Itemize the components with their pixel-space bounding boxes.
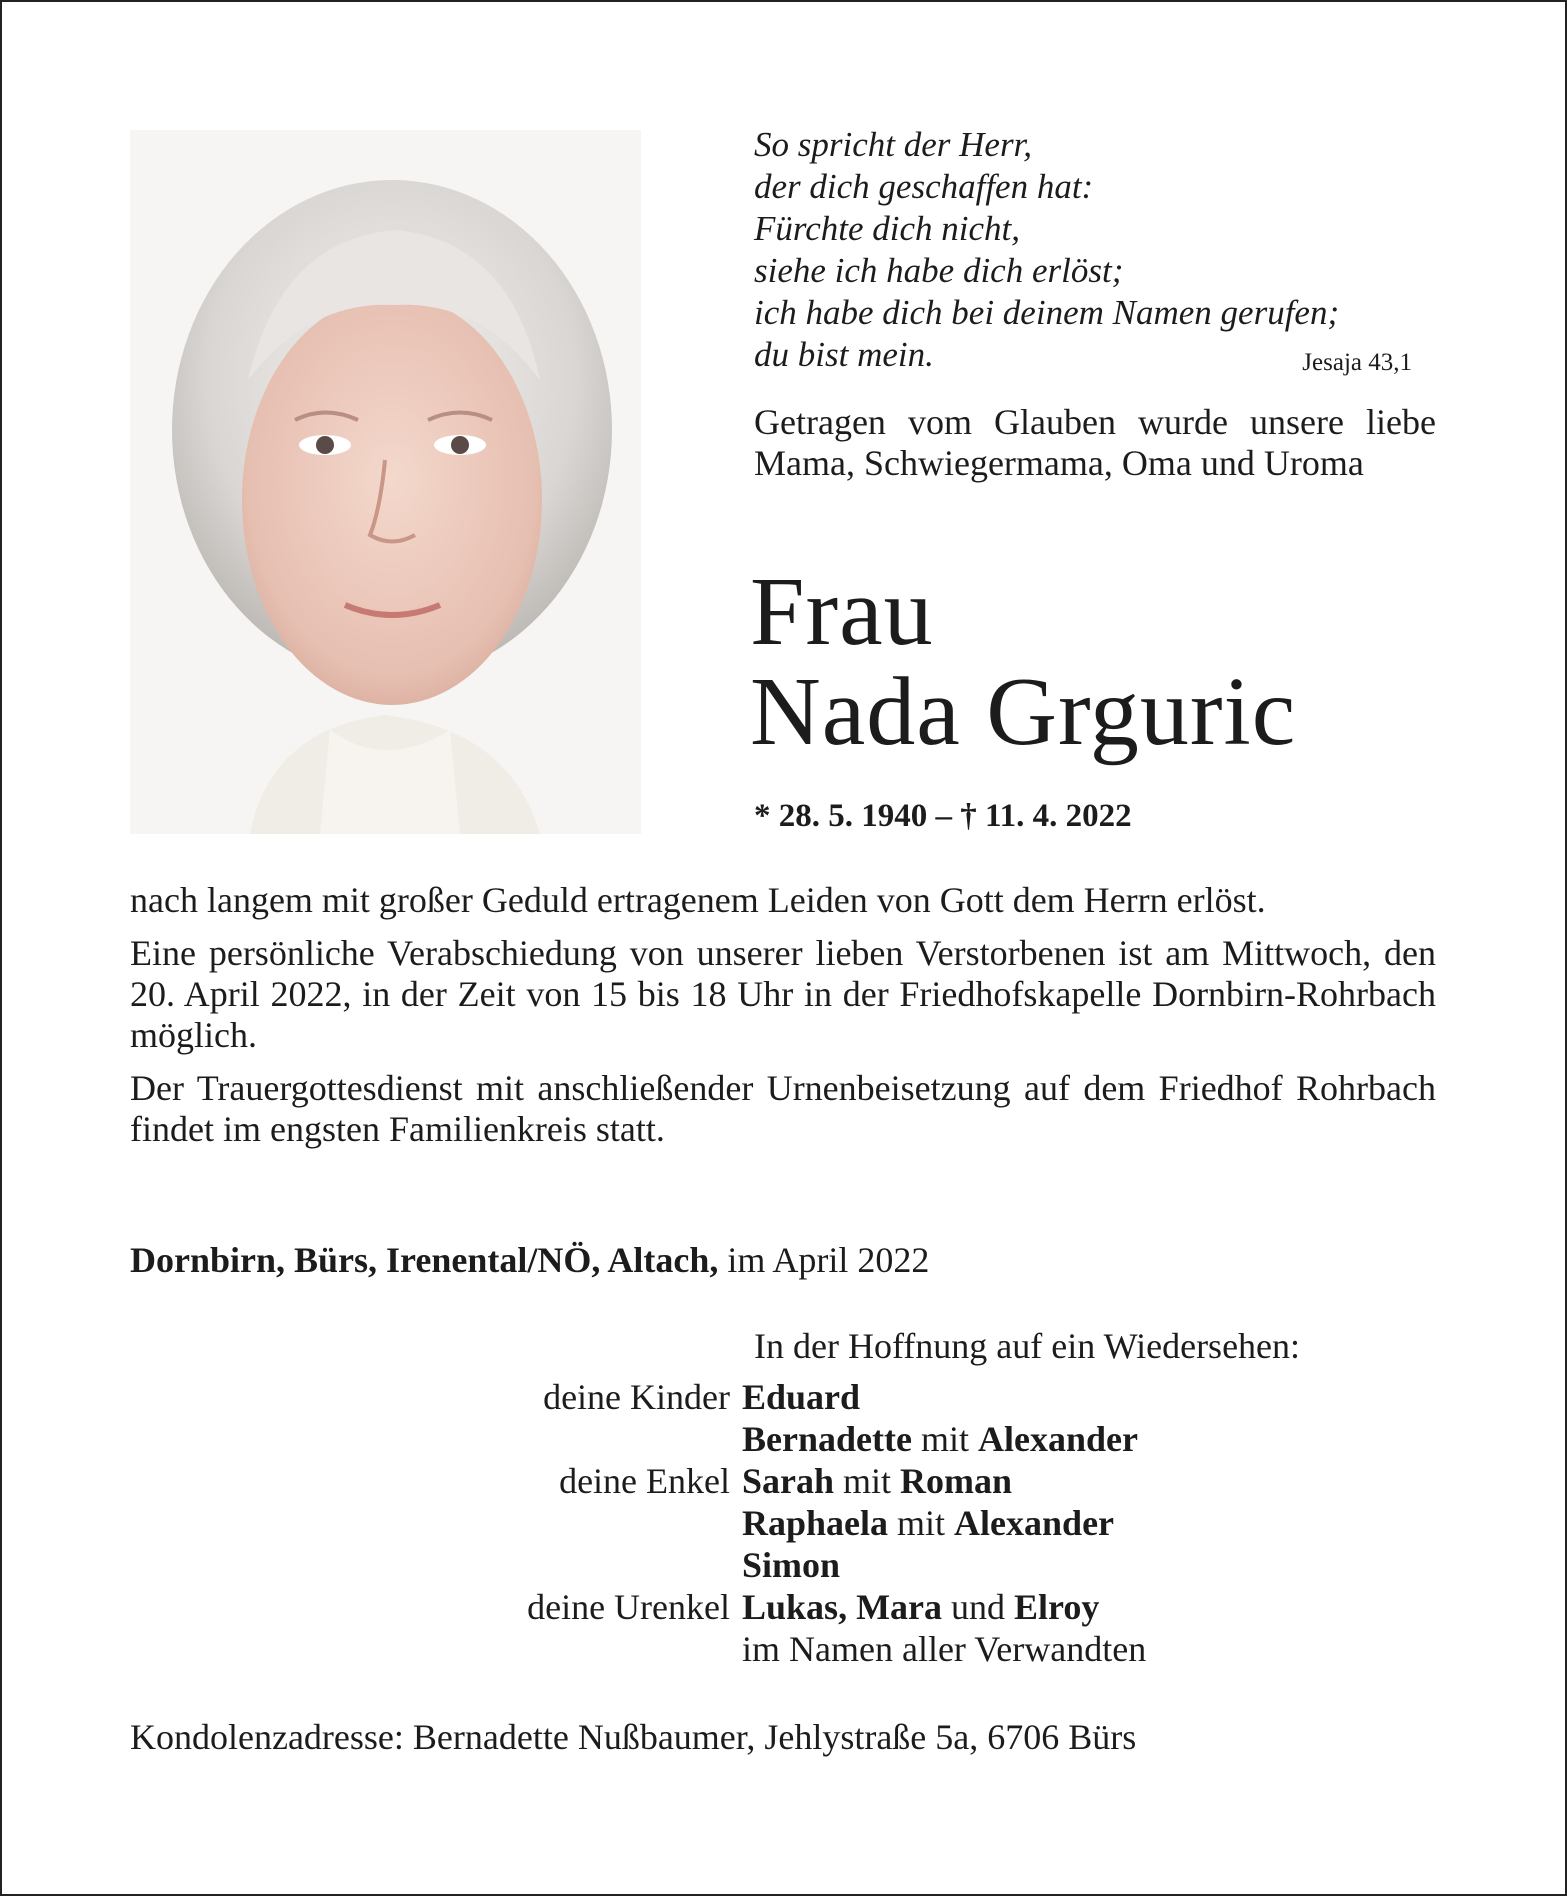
family-relation-label: deine Kinder: [543, 1377, 730, 1417]
family-names: [742, 1376, 1567, 1418]
verse-line: ich habe dich bei deinem Namen gerufen;: [754, 293, 1340, 332]
family-names: [742, 1586, 1567, 1628]
date-text: im April 2022: [718, 1240, 930, 1280]
family-names: [742, 1628, 1567, 1670]
family-member-name: Roman: [900, 1461, 1013, 1501]
family-row: [0, 1502, 1567, 1544]
life-dates: * 28. 5. 1940 – † 11. 4. 2022: [754, 798, 1132, 834]
deceased-name: [750, 558, 1450, 766]
family-relation-label: [0, 1418, 742, 1460]
family-connector: im Namen aller Verwandten: [742, 1629, 1147, 1669]
verse-line: Fürchte dich nicht,: [754, 209, 1020, 248]
family-relation-label: [0, 1628, 742, 1670]
family-row: [0, 1586, 1567, 1628]
family-member-name: Bernadette: [742, 1419, 912, 1459]
family-connector: mit: [911, 1419, 978, 1459]
family-names: [742, 1418, 1567, 1460]
hope-line: In der Hoffnung auf ein Wiedersehen:: [754, 1326, 1301, 1366]
family-names: [742, 1460, 1567, 1502]
bible-verse: [754, 124, 1434, 376]
family-member-name: Raphaela: [742, 1503, 889, 1543]
name-full: Nada Grguric: [750, 658, 1297, 766]
family-row: [0, 1376, 1567, 1418]
intro-text: Getragen vom Glauben wurde unsere liebe Mama, Schwiegermama, Oma und Uroma: [754, 402, 1436, 483]
family-row: [0, 1628, 1567, 1670]
condolence-address: Kondolenzadresse: Bernadette Nußbaumer, Jehlystraße 5a, 6706 Bürs: [130, 1717, 1137, 1757]
verse-line: du bist mein.: [754, 335, 934, 374]
body-paragraph: nach langem mit großer Geduld ertragenem Leiden von Gott dem Herrn erlöst.: [130, 880, 1266, 920]
family-connector: und: [942, 1587, 1015, 1627]
family-row: [0, 1544, 1567, 1586]
verse-reference: Jesaja 43,1: [1302, 349, 1412, 376]
family-relation-label: deine Enkel: [559, 1461, 730, 1501]
family-member-name: Lukas, Mara: [742, 1587, 943, 1627]
family-relation-label: deine Urenkel: [527, 1587, 730, 1627]
family-member-name: Eduard: [742, 1377, 861, 1417]
family-connector: mit: [888, 1503, 955, 1543]
family-relation-label: [0, 1544, 742, 1586]
family-names: [742, 1502, 1567, 1544]
family-relation-label: [0, 1502, 742, 1544]
family-row: [0, 1460, 1567, 1502]
body-paragraph: Der Trauergottesdienst mit anschließender Urnenbeisetzung auf dem Friedhof Rohrbach findet im engsten Familienkreis statt.: [130, 1068, 1436, 1149]
places-date-line: [130, 1239, 929, 1281]
family-row: [0, 1418, 1567, 1460]
family-member-name: Alexander: [954, 1503, 1115, 1543]
family-member-name: Alexander: [977, 1419, 1138, 1459]
places: Dornbirn, Bürs, Irenental/NÖ, Altach,: [130, 1240, 719, 1280]
name-title: Frau: [750, 558, 934, 666]
family-names: [742, 1544, 1567, 1586]
notice-body: [130, 880, 1436, 1162]
portrait-photo: [130, 130, 641, 834]
verse-line: der dich geschaffen hat:: [754, 167, 1094, 206]
verse-line: siehe ich habe dich erlöst;: [754, 251, 1124, 290]
family-list: [0, 1376, 1567, 1670]
family-member-name: Simon: [742, 1545, 841, 1585]
verse-line: So spricht der Herr,: [754, 125, 1033, 164]
family-member-name: Sarah: [742, 1461, 835, 1501]
body-paragraph: Eine persönliche Verabschiedung von unserer lieben Verstorbenen ist am Mittwoch, den 20. April 2022, in der Zeit von 15 bis 18 Uhr in der Friedhofskapelle Dornbirn-Rohrbach möglich.: [130, 933, 1436, 1055]
family-member-name: Elroy: [1014, 1587, 1100, 1627]
portrait-illustration: [130, 130, 641, 834]
family-connector: mit: [834, 1461, 901, 1501]
